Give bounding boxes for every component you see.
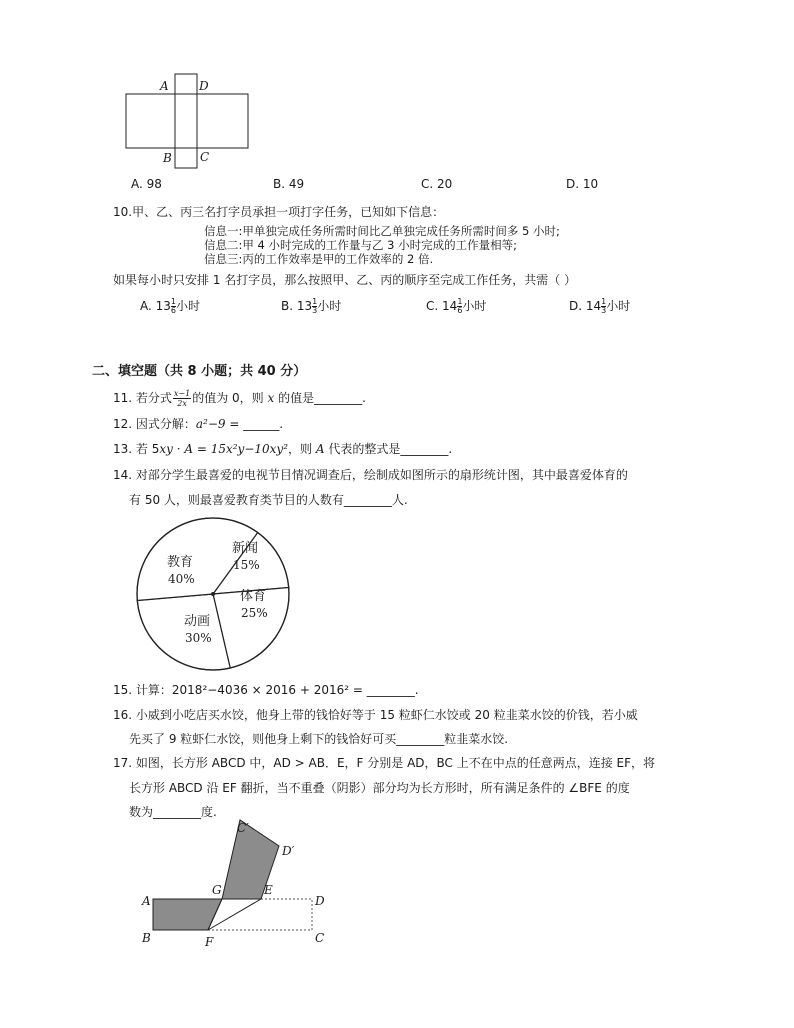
q17-label-G: G xyxy=(212,883,222,897)
q10-question: 如果每小时只安排 1 名打字员，那么按照甲、乙、丙的顺序至完成工作任务，共需（ ） xyxy=(113,273,577,287)
q17-shaded-left xyxy=(153,899,222,930)
q15: 15. 计算：2018²−4036 × 2016 + 2016² = ________. xyxy=(113,683,419,697)
slice-percent-donghua: 30% xyxy=(185,631,212,645)
q17-dashed-outline xyxy=(208,899,312,930)
slice-label-donghua: 动画 xyxy=(184,614,211,629)
q10-option-b: B. 13 $\frac{1}{3}$ 小时 xyxy=(281,297,342,315)
q9-label-A: A xyxy=(160,79,169,93)
q9-option-c: C. 20 xyxy=(421,177,453,191)
q9-label-D: D xyxy=(199,79,209,93)
slice-percent-jiaoyu: 40% xyxy=(168,572,195,586)
q17-label-E: E xyxy=(264,883,273,897)
q10-option-d: D. 14 $\frac{1}{3}$ 小时 xyxy=(569,297,631,315)
q17-line-1: 17. 如图，长方形 ABCD 中，AD > AB．E，F 分别是 AD，BC 上不在中点的任意两点，连接 EF，将 xyxy=(113,756,656,770)
slice-percent-tiyu: 25% xyxy=(241,606,268,620)
q12: 12. 因式分解：a²−9 = ______. xyxy=(113,417,284,431)
q9-option-b: B. 49 xyxy=(273,177,305,191)
q17-label-D-prime: D′ xyxy=(282,844,295,858)
q17-line-2: 长方形 ABCD 沿 EF 翻折，当不重叠（阴影）部分均为长方形时，所有满足条件的 ∠BFE 的度 xyxy=(129,781,630,795)
q10-option-a: A. 13 $\frac{1}{6}$ 小时 xyxy=(140,297,201,315)
q13: 13. 若 5xy · A = 15x²y−10xy²，则 A 代表的整式是________. xyxy=(113,442,453,456)
q17-label-A: A xyxy=(142,894,151,908)
q10-stem: 10.甲、乙、丙三名打字员承担一项打字任务，已知如下信息： xyxy=(113,205,445,219)
slice-label-jiaoyu: 教育 xyxy=(167,555,194,570)
slice-percent-xinwen: 15% xyxy=(233,558,260,572)
q9-label-B: B xyxy=(163,151,172,165)
q17-line-3: 数为________度. xyxy=(129,805,217,819)
slice-label-xinwen: 新闻 xyxy=(232,541,259,556)
q9-label-C: C xyxy=(200,150,210,164)
q17-label-C: C xyxy=(315,931,325,945)
q17-label-C-prime: C′ xyxy=(237,821,249,835)
q17-label-F: F xyxy=(205,935,214,949)
q9-option-a: A. 98 xyxy=(131,177,162,191)
q17-label-B: B xyxy=(142,931,151,945)
q16-line-2: 先买了 9 粒虾仁水饺，则他身上剩下的钱恰好可买________粒韭菜水饺. xyxy=(129,732,509,746)
slice-label-tiyu: 体育 xyxy=(240,589,267,604)
q9-option-d: D. 10 xyxy=(566,177,599,191)
q10-info-2: 信息二:甲 4 小时完成的工作量与乙 3 小时完成的工作量相等; xyxy=(204,238,518,252)
q16-line-1: 16. 小威到小吃店买水饺，他身上带的钱恰好等于 15 粒虾仁水饺或 20 粒韭菜水饺的价钱，若小威 xyxy=(113,708,638,722)
q17-label-D: D xyxy=(315,894,325,908)
q10-info-1: 信息一:甲单独完成任务所需时间比乙单独完成任务所需时间多 5 小时; xyxy=(204,224,560,238)
q14-line-2: 有 50 人，则最喜爱教育类节目的人数有________人. xyxy=(129,493,408,507)
q11: 11. 若分式 $\frac{x-1}{2x}$ 的值为 0，则 x 的值是________. xyxy=(113,389,366,408)
section-2-title: 二、填空题（共 8 小题；共 40 分） xyxy=(92,364,307,379)
q10-option-c: C. 14 $\frac{1}{6}$ 小时 xyxy=(426,297,487,315)
q10-info-3: 信息三:丙的工作效率是甲的工作效率的 2 倍. xyxy=(204,252,434,266)
q14-line-1: 14. 对部分学生最喜爱的电视节目情况调查后，绘制成如图所示的扇形统计图，其中最喜爱体育的 xyxy=(113,468,628,482)
